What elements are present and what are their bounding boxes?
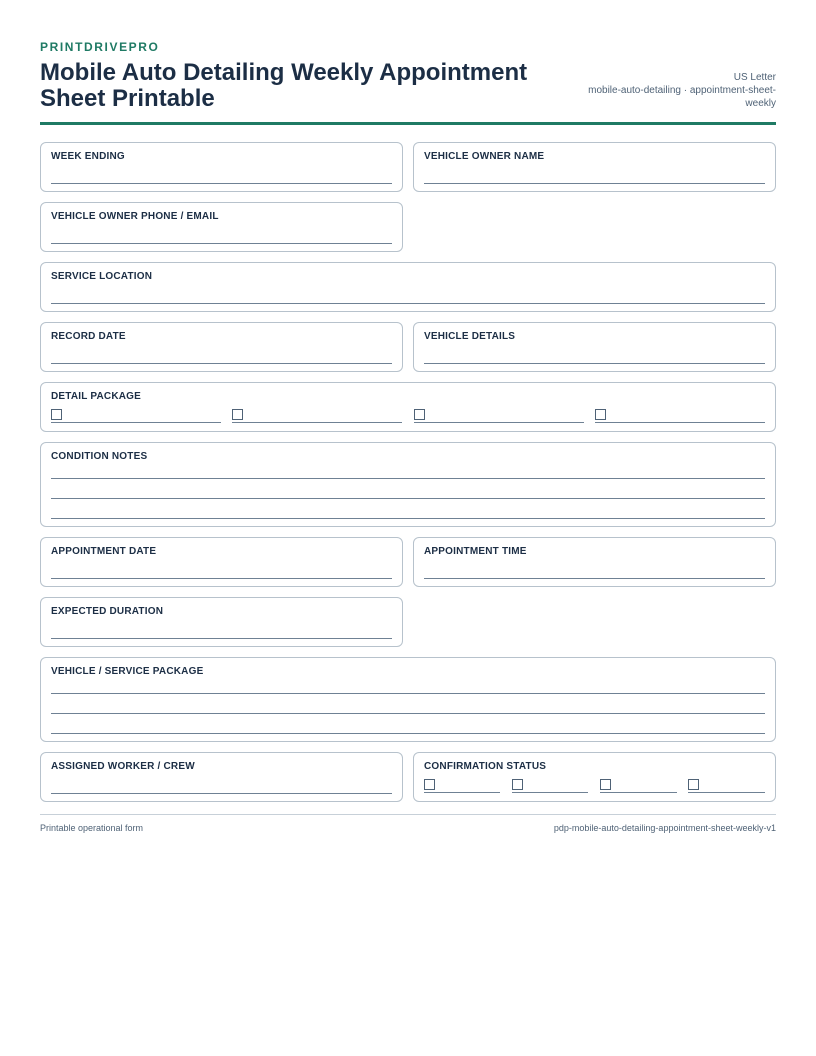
expected-duration-label: EXPECTED DURATION	[51, 606, 164, 617]
vehicle-service-package-line[interactable]	[51, 713, 765, 714]
condition-notes-line[interactable]	[51, 498, 765, 499]
checkbox[interactable]	[414, 409, 425, 420]
detail-package-option[interactable]	[414, 409, 584, 423]
footer-rule	[40, 814, 776, 815]
checkbox[interactable]	[688, 779, 699, 790]
record-date-input[interactable]	[51, 363, 392, 364]
assigned-worker-label: ASSIGNED WORKER / CREW	[51, 761, 195, 772]
vehicle-service-package-line[interactable]	[51, 733, 765, 734]
confirmation-status-label: CONFIRMATION STATUS	[424, 761, 547, 772]
document-meta	[558, 71, 776, 112]
week-ending-field	[40, 142, 403, 192]
condition-notes-field	[40, 442, 776, 527]
owner-phone-email-field	[40, 202, 403, 252]
vehicle-details-field	[413, 322, 776, 372]
confirmation-status-option[interactable]	[688, 779, 765, 793]
appointment-date-input[interactable]	[51, 578, 392, 579]
vehicle-details-input[interactable]	[424, 363, 765, 364]
vehicle-details-label: VEHICLE DETAILS	[424, 331, 516, 342]
paper-size: US Letter	[733, 72, 776, 83]
week-ending-label: WEEK ENDING	[51, 151, 125, 162]
condition-notes-line[interactable]	[51, 518, 765, 519]
service-location-field	[40, 262, 776, 312]
appointment-date-field	[40, 537, 403, 587]
footer-document-id: pdp-mobile-auto-detailing-appointment-sheet-weekly-v1	[553, 823, 776, 833]
confirmation-status-option[interactable]	[424, 779, 500, 793]
header-rule	[40, 122, 776, 125]
detail-package-option[interactable]	[51, 409, 221, 423]
assigned-worker-input[interactable]	[51, 793, 392, 794]
appointment-time-input[interactable]	[424, 578, 765, 579]
page	[40, 40, 776, 807]
checkbox[interactable]	[595, 409, 606, 420]
detail-package-label: DETAIL PACKAGE	[51, 391, 142, 402]
vehicle-owner-name-input[interactable]	[424, 183, 765, 184]
vehicle-service-package-label: VEHICLE / SERVICE PACKAGE	[51, 666, 204, 677]
confirmation-status-field	[413, 752, 776, 802]
appointment-time-field	[413, 537, 776, 587]
owner-phone-email-input[interactable]	[51, 243, 392, 244]
checkbox[interactable]	[51, 409, 62, 420]
appointment-time-label: APPOINTMENT TIME	[424, 546, 527, 557]
detail-package-field	[40, 382, 776, 432]
checkbox[interactable]	[600, 779, 611, 790]
confirmation-status-option[interactable]	[512, 779, 588, 793]
service-location-label: SERVICE LOCATION	[51, 271, 153, 282]
checkbox[interactable]	[424, 779, 435, 790]
footer	[40, 823, 776, 833]
footer-left-text: Printable operational form	[40, 823, 144, 833]
service-location-input[interactable]	[51, 303, 765, 304]
page-title: Mobile Auto Detailing Weekly Appointment Sheet Printable	[40, 59, 528, 112]
vehicle-owner-name-label: VEHICLE OWNER NAME	[424, 151, 545, 162]
appointment-date-label: APPOINTMENT DATE	[51, 546, 157, 557]
vehicle-owner-name-field	[413, 142, 776, 192]
expected-duration-input[interactable]	[51, 638, 392, 639]
assigned-worker-field	[40, 752, 403, 802]
detail-package-option[interactable]	[232, 409, 402, 423]
owner-phone-email-label: VEHICLE OWNER PHONE / EMAIL	[51, 211, 219, 222]
checkbox[interactable]	[232, 409, 243, 420]
record-date-label: RECORD DATE	[51, 331, 126, 342]
document-slug: mobile-auto-detailing · appointment-sheet-weekly	[588, 85, 776, 109]
confirmation-status-option[interactable]	[600, 779, 677, 793]
record-date-field	[40, 322, 403, 372]
header	[40, 60, 776, 112]
vehicle-service-package-line[interactable]	[51, 693, 765, 694]
checkbox[interactable]	[512, 779, 523, 790]
vehicle-service-package-field	[40, 657, 776, 742]
week-ending-input[interactable]	[51, 183, 392, 184]
detail-package-option[interactable]	[595, 409, 765, 423]
brand-name: PRINTDRIVEPRO	[40, 40, 160, 54]
condition-notes-line[interactable]	[51, 478, 765, 479]
appointment-form	[40, 142, 776, 807]
condition-notes-label: CONDITION NOTES	[51, 451, 148, 462]
expected-duration-field	[40, 597, 403, 647]
